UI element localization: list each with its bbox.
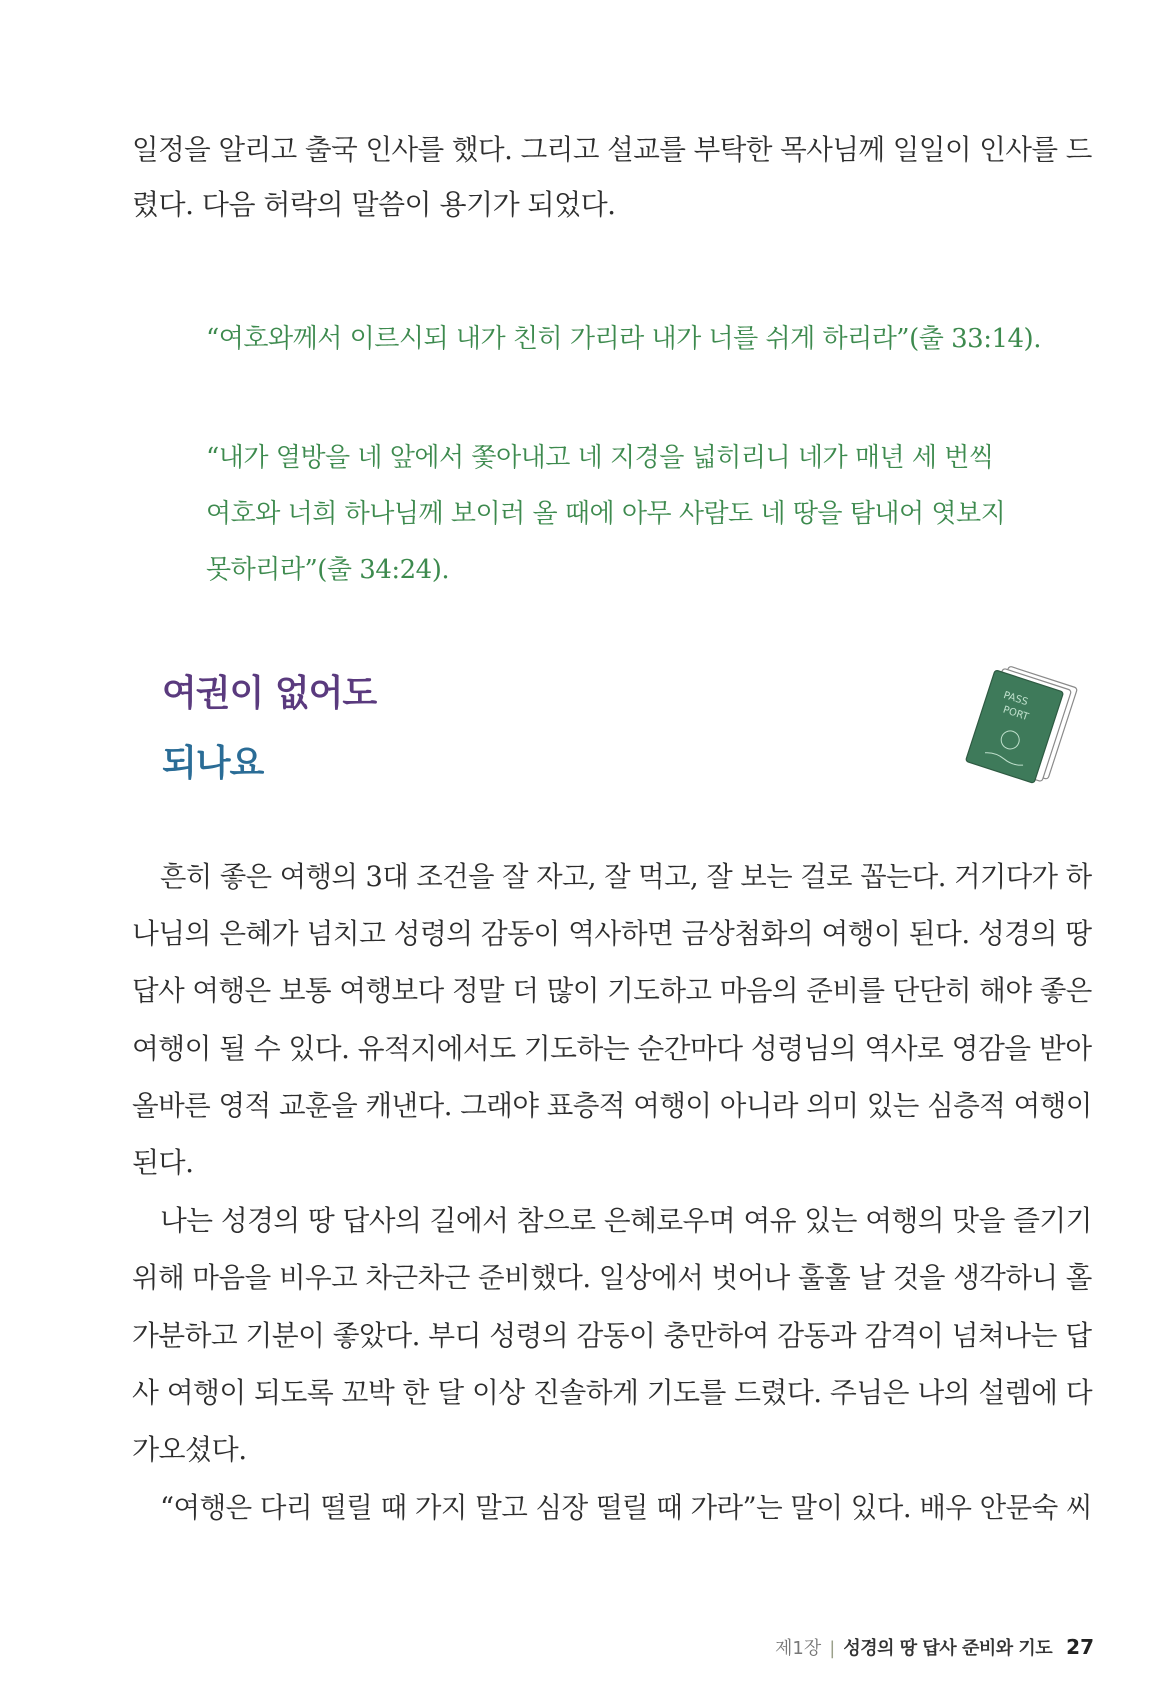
body-line-3: 답사 여행은 보통 여행보다 정말 더 많이 기도하고 마음의 준비를 단단히 해야 좋은 <box>132 974 1092 1007</box>
intro-line-1: 일정을 알리고 출국 인사를 했다. 그리고 설교를 부탁한 목사님께 일일이 인사를 드 <box>132 133 1092 166</box>
body-line-7: 나는 성경의 땅 답사의 길에서 참으로 은혜로우며 여유 있는 여행의 맛을 즐기기 <box>160 1204 1092 1237</box>
body-line-8: 위해 마음을 비우고 차근차근 준비했다. 일상에서 벗어나 훌훌 날 것을 생각하니 홀 <box>132 1261 1092 1294</box>
scripture-quote-2-line-3: 못하리라”(출 34:24). <box>206 555 450 585</box>
body-line-6: 된다. <box>132 1146 194 1179</box>
page-number: 27 <box>1066 1635 1094 1659</box>
scripture-quote-2-line-1: “내가 열방을 네 앞에서 쫓아내고 네 지경을 넓히리니 네가 매년 세 번씩 <box>206 443 994 473</box>
body-line-9: 가분하고 기분이 좋았다. 부디 성령의 감동이 충만하여 감동과 감격이 넘쳐나는 답 <box>132 1319 1092 1352</box>
body-line-5: 올바른 영적 교훈을 캐낸다. 그래야 표층적 여행이 아니라 의미 있는 심층적 여행이 <box>132 1089 1092 1122</box>
passport-word-2: PORT <box>1001 704 1030 724</box>
intro-line-2: 렸다. 다음 허락의 말씀이 용기가 되었다. <box>132 188 616 221</box>
body-line-10: 사 여행이 되도록 꼬박 한 달 이상 진솔하게 기도를 드렸다. 주님은 나의 설렘에 다 <box>132 1376 1093 1409</box>
footer-separator: | <box>829 1638 836 1659</box>
body-line-12: “여행은 다리 떨릴 때 가지 말고 심장 떨릴 때 가라”는 말이 있다. 배우 안문숙 씨 <box>160 1491 1093 1524</box>
body-line-4: 여행이 될 수 있다. 유적지에서도 기도하는 순간마다 성령님의 역사로 영감을 받아 <box>132 1032 1092 1065</box>
section-heading-line-1: 여권이 없어도 <box>162 673 377 714</box>
scripture-quote-2-line-2: 여호와 너희 하나님께 보이러 올 때에 아무 사람도 네 땅을 탐내어 엿보지 <box>206 499 1006 529</box>
footer-chapter: 제1장 <box>775 1638 822 1659</box>
passport-word-1: PASS <box>1002 689 1030 709</box>
body-line-1: 흔히 좋은 여행의 3대 조건을 잘 자고, 잘 먹고, 잘 보는 걸로 꼽는다. 거기다가 하 <box>160 860 1092 893</box>
passport-icon <box>960 660 1090 800</box>
scripture-quote-1: “여호와께서 이르시되 내가 친히 가리라 내가 너를 쉬게 하리라”(출 33:14). <box>206 324 1041 354</box>
footer-chapter-title: 성경의 땅 답사 준비와 기도 <box>843 1638 1053 1659</box>
section-heading-line-2: 되나요 <box>162 743 264 784</box>
page-footer <box>775 1634 1094 1660</box>
body-line-2: 나님의 은혜가 넘치고 성령의 감동이 역사하면 금상첨화의 여행이 된다. 성경의 땅 <box>132 917 1092 950</box>
body-line-11: 가오셨다. <box>132 1433 247 1466</box>
